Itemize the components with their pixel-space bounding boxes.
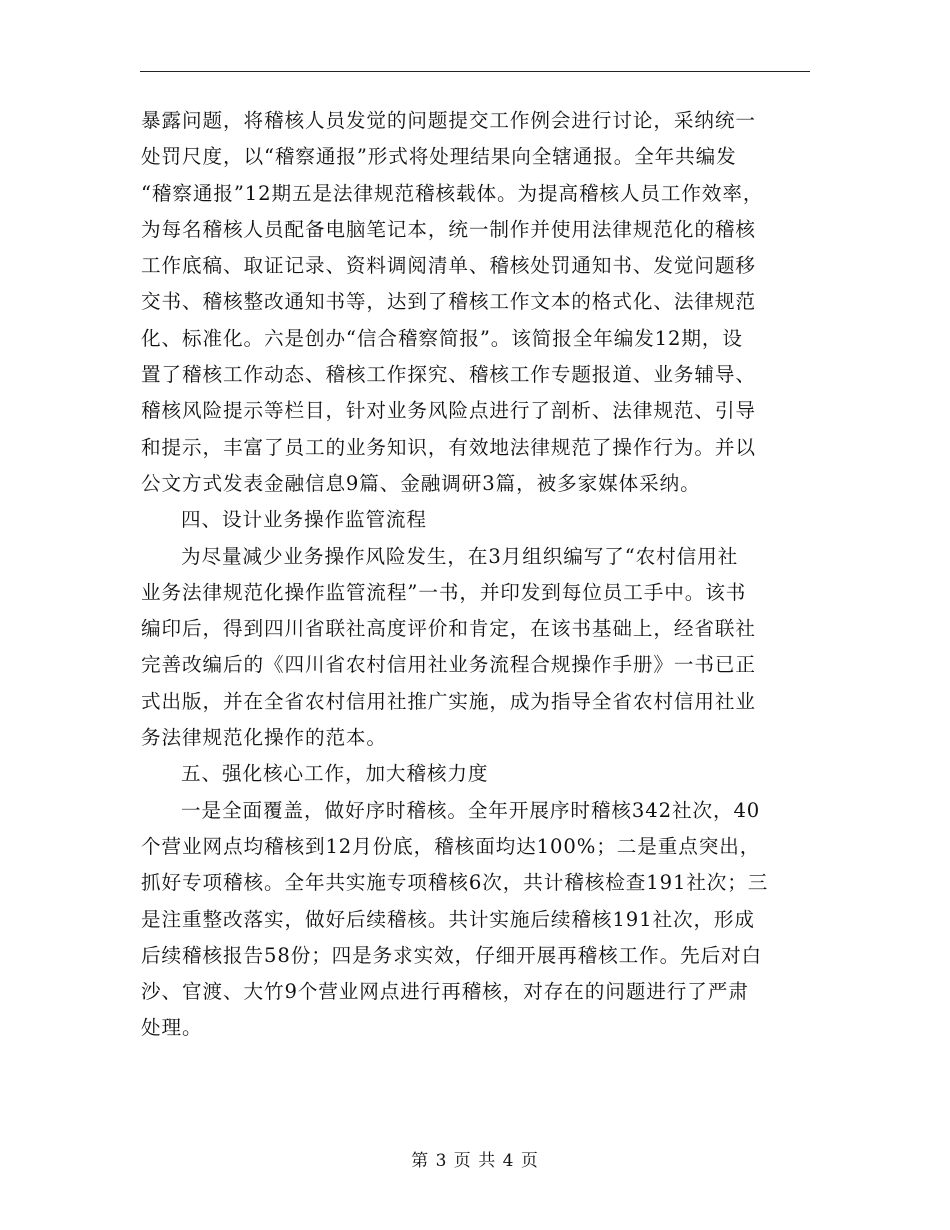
text-line: 置了稽核工作动态、稽核工作探究、稽核工作专题报道、业务辅导、 — [141, 363, 756, 387]
text-line: 是注重整改落实，做好后续稽核。共计实施后续稽核191社次，形成 — [141, 907, 755, 931]
text-line: 完善改编后的《四川省农村信用社业务流程合规操作手册》一书已正 — [141, 653, 756, 677]
text-line: “稽察通报”12期五是法律规范稽核载体。为提高稽核人员工作效率， — [141, 181, 764, 205]
header-rule — [140, 71, 810, 72]
text-line: 编印后，得到四川省联社高度评价和肯定，在该书基础上，经省联社 — [141, 617, 756, 641]
text-line: 五、强化核心工作，加大稽核力度 — [181, 762, 489, 786]
text-line: 抓好专项稽核。全年共实施专项稽核6次，共计稽核检查191社次；三 — [141, 871, 769, 895]
text-line: 式出版，并在全省农村信用社推广实施，成为指导全省农村信用社业 — [141, 689, 756, 713]
page-footer: 第 3 页 共 4 页 — [411, 1151, 539, 1171]
document-body — [141, 103, 816, 1047]
text-line: 为每名稽核人员配备电脑笔记本，统一制作并使用法律规范化的稽核 — [141, 217, 756, 241]
text-line: 处理。 — [141, 1016, 203, 1040]
text-line: 后续稽核报告58份；四是务求实效，仔细开展再稽核工作。先后对白 — [141, 943, 763, 967]
text-line: 个营业网点均稽核到12月份底，稽核面均达100%；二是重点突出， — [141, 834, 761, 858]
text-line: 暴露问题，将稽核人员发觉的问题提交工作例会进行讨论，采纳统一 — [141, 109, 756, 132]
text-line: 交书、稽核整改通知书等，达到了稽核工作文本的格式化、法律规范 — [141, 290, 756, 314]
text-line: 公文方式发表金融信息9篇、金融调研3篇，被多家媒体采纳。 — [141, 471, 701, 495]
text-line: 工作底稿、取证记录、资料调阅清单、稽核处罚通知书、发觉问题移 — [141, 254, 756, 278]
text-line: 业务法律规范化操作监管流程”一书，并印发到每位员工手中。该书 — [141, 580, 747, 604]
text-line: 稽核风险提示等栏目，针对业务风险点进行了剖析、法律规范、引导 — [141, 399, 756, 423]
text-line: 沙、官渡、大竹9个营业网点进行再稽核，对存在的问题进行了严肃 — [141, 980, 749, 1004]
text-line: 一是全面覆盖，做好序时稽核。全年开展序时稽核342社次，40 — [181, 798, 761, 822]
text-line: 化、标准化。六是创办“信合稽察简报”。该简报全年编发12期，设 — [141, 326, 743, 350]
text-line: 处罚尺度，以“稽察通报”形式将处理结果向全辖通报。全年共编发 — [141, 145, 737, 169]
text-line: 和提示，丰富了员工的业务知识，有效地法律规范了操作行为。并以 — [141, 435, 756, 459]
text-line: 务法律规范化操作的范本。 — [141, 726, 387, 750]
text-line: 四、设计业务操作监管流程 — [181, 508, 427, 532]
text-line: 为尽量减少业务操作风险发生，在3月组织编写了“农村信用社 — [181, 544, 739, 568]
